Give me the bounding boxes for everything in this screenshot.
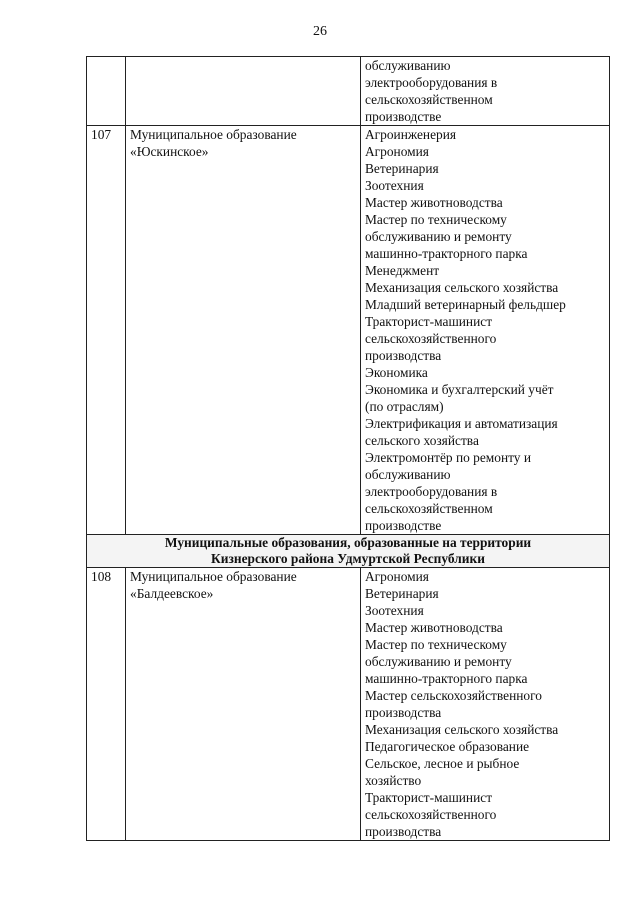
row-number: 107: [87, 126, 126, 535]
specialty-line: Мастер по техническому: [365, 212, 507, 227]
specialty-line: Мастер животноводства: [365, 620, 503, 635]
specialty-line: производстве: [365, 518, 442, 533]
specialty-line: Ветеринария: [365, 586, 439, 601]
specialty-line: Агрономия: [365, 144, 429, 159]
row-number: 108: [87, 568, 126, 841]
specialty-line: электрооборудования в: [365, 75, 498, 90]
specialty-line: обслуживанию и ремонту: [365, 654, 512, 669]
specialty-line: сельскохозяйственном: [365, 501, 493, 516]
specialties-list: [361, 126, 610, 535]
specialty-line: Агрономия: [365, 569, 429, 584]
specialties-list: [361, 57, 610, 126]
specialty-line: Сельское, лесное и рыбное: [365, 756, 520, 771]
specialty-line: сельскохозяйственного: [365, 807, 497, 822]
municipality-name-line: Муниципальное образование: [130, 127, 297, 142]
specialty-line: Ветеринария: [365, 161, 439, 176]
specialty-line: Мастер сельскохозяйственного: [365, 688, 542, 703]
municipality-name: [126, 57, 361, 126]
specialty-line: Экономика и бухгалтерский учёт: [365, 382, 554, 397]
specialty-line: Электрификация и автоматизация: [365, 416, 558, 431]
specialty-line: Зоотехния: [365, 603, 424, 618]
specialty-line: Зоотехния: [365, 178, 424, 193]
specialty-line: Механизация сельского хозяйства: [365, 280, 559, 295]
table-row: [87, 126, 610, 535]
specialty-line: (по отраслям): [365, 399, 444, 414]
row-number: [87, 57, 126, 126]
municipal-specialties-table: [86, 56, 610, 841]
specialty-line: Мастер животноводства: [365, 195, 503, 210]
specialty-line: Механизация сельского хозяйства: [365, 722, 559, 737]
specialty-line: Электромонтёр по ремонту и: [365, 450, 532, 465]
specialty-line: Тракторист-машинист: [365, 314, 493, 329]
page-number: 26: [313, 24, 327, 39]
specialty-line: электрооборудования в: [365, 484, 498, 499]
specialty-line: Агроинженерия: [365, 127, 457, 142]
section-header-line: Кизнерского района Удмуртской Республики: [211, 551, 485, 566]
section-header-line: Муниципальные образования, образованные на территории: [164, 535, 532, 550]
specialty-line: производства: [365, 705, 442, 720]
table-row: [87, 57, 610, 126]
specialty-line: хозяйство: [365, 773, 422, 788]
specialty-line: обслуживанию и ремонту: [365, 229, 512, 244]
municipality-name: [126, 126, 361, 535]
section-header-row: [87, 535, 610, 568]
specialty-line: машинно-тракторного парка: [365, 246, 528, 261]
specialty-line: Менеджмент: [365, 263, 440, 278]
specialty-line: обслуживанию: [365, 467, 451, 482]
table-body: [87, 57, 610, 841]
specialty-line: Экономика: [365, 365, 428, 380]
specialty-line: Педагогическое образование: [365, 739, 530, 754]
specialty-line: Тракторист-машинист: [365, 790, 493, 805]
specialty-line: обслуживанию: [365, 58, 451, 73]
specialty-line: Младший ветеринарный фельдшер: [365, 297, 566, 312]
municipality-name-line: Муниципальное образование: [130, 569, 297, 584]
specialties-list: [361, 568, 610, 841]
specialty-line: сельскохозяйственного: [365, 331, 497, 346]
specialty-line: производства: [365, 348, 442, 363]
specialty-line: сельскохозяйственном: [365, 92, 493, 107]
specialty-line: машинно-тракторного парка: [365, 671, 528, 686]
specialty-line: Мастер по техническому: [365, 637, 507, 652]
specialty-line: производства: [365, 824, 442, 839]
municipality-name-line: «Юскинское»: [130, 144, 209, 159]
specialty-line: сельского хозяйства: [365, 433, 479, 448]
municipality-name-line: «Балдеевское»: [130, 586, 214, 601]
municipality-name: [126, 568, 361, 841]
section-header: [87, 535, 610, 568]
table-row: [87, 568, 610, 841]
specialty-line: производстве: [365, 109, 442, 124]
